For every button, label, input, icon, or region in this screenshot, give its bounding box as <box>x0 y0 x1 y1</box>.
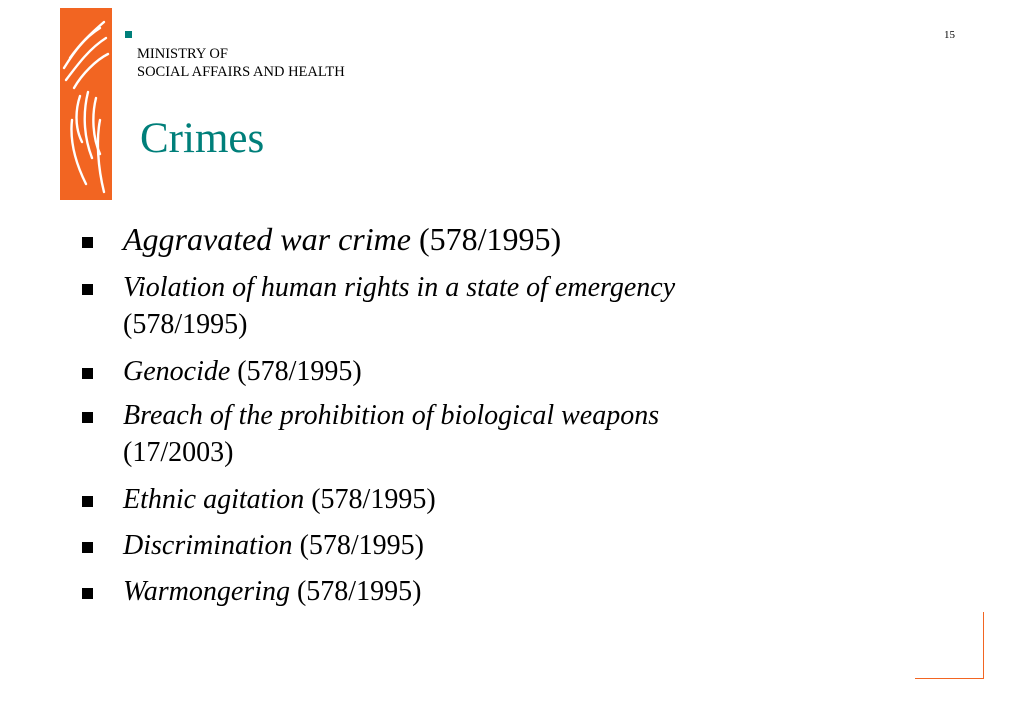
bullet-square-icon <box>82 368 93 379</box>
bullet-square-icon <box>82 237 93 248</box>
ministry-name-line1: MINISTRY OF <box>137 46 228 62</box>
bullet-square-icon <box>82 496 93 507</box>
law-reference: (578/1995) <box>304 484 436 515</box>
ministry-name-line2: SOCIAL AFFAIRS AND HEALTH <box>137 64 345 80</box>
bullet-square-icon <box>82 588 93 599</box>
ministry-logo-icon <box>60 8 112 200</box>
crime-name: Discrimination <box>123 530 293 561</box>
law-reference: (578/1995) <box>410 221 562 257</box>
corner-frame-vertical <box>983 612 984 679</box>
ministry-name <box>137 45 345 81</box>
law-reference: (17/2003) <box>123 437 234 468</box>
law-reference: (578/1995) <box>292 530 424 561</box>
crime-name: Breach of the prohibition of biological weapons <box>123 400 660 431</box>
list-item-text <box>123 397 843 471</box>
law-reference: (578/1995) <box>123 309 248 340</box>
law-reference: (578/1995) <box>289 576 422 607</box>
list-item-text <box>123 481 843 518</box>
ministry-logo <box>60 8 112 200</box>
list-item-text <box>123 573 843 610</box>
list-item-text <box>123 269 843 343</box>
crime-name: Aggravated war crime <box>123 221 411 257</box>
list-item-text <box>123 221 843 257</box>
list-item-text <box>123 527 843 564</box>
crime-name: Ethnic agitation <box>123 484 305 515</box>
bullet-square-icon <box>82 542 93 553</box>
corner-frame-horizontal <box>915 678 984 679</box>
page-number: 15 <box>944 29 955 41</box>
crime-name: Warmongering <box>123 576 290 607</box>
bullet-square-icon <box>82 412 93 423</box>
slide-title: Crimes <box>140 115 265 162</box>
header-accent-square <box>125 31 132 38</box>
law-reference: (578/1995) <box>230 356 362 387</box>
list-item-text <box>123 353 843 390</box>
bullet-square-icon <box>82 284 93 295</box>
crime-name: Genocide <box>123 356 231 387</box>
crime-name: Violation of human rights in a state of emergency <box>123 272 676 303</box>
